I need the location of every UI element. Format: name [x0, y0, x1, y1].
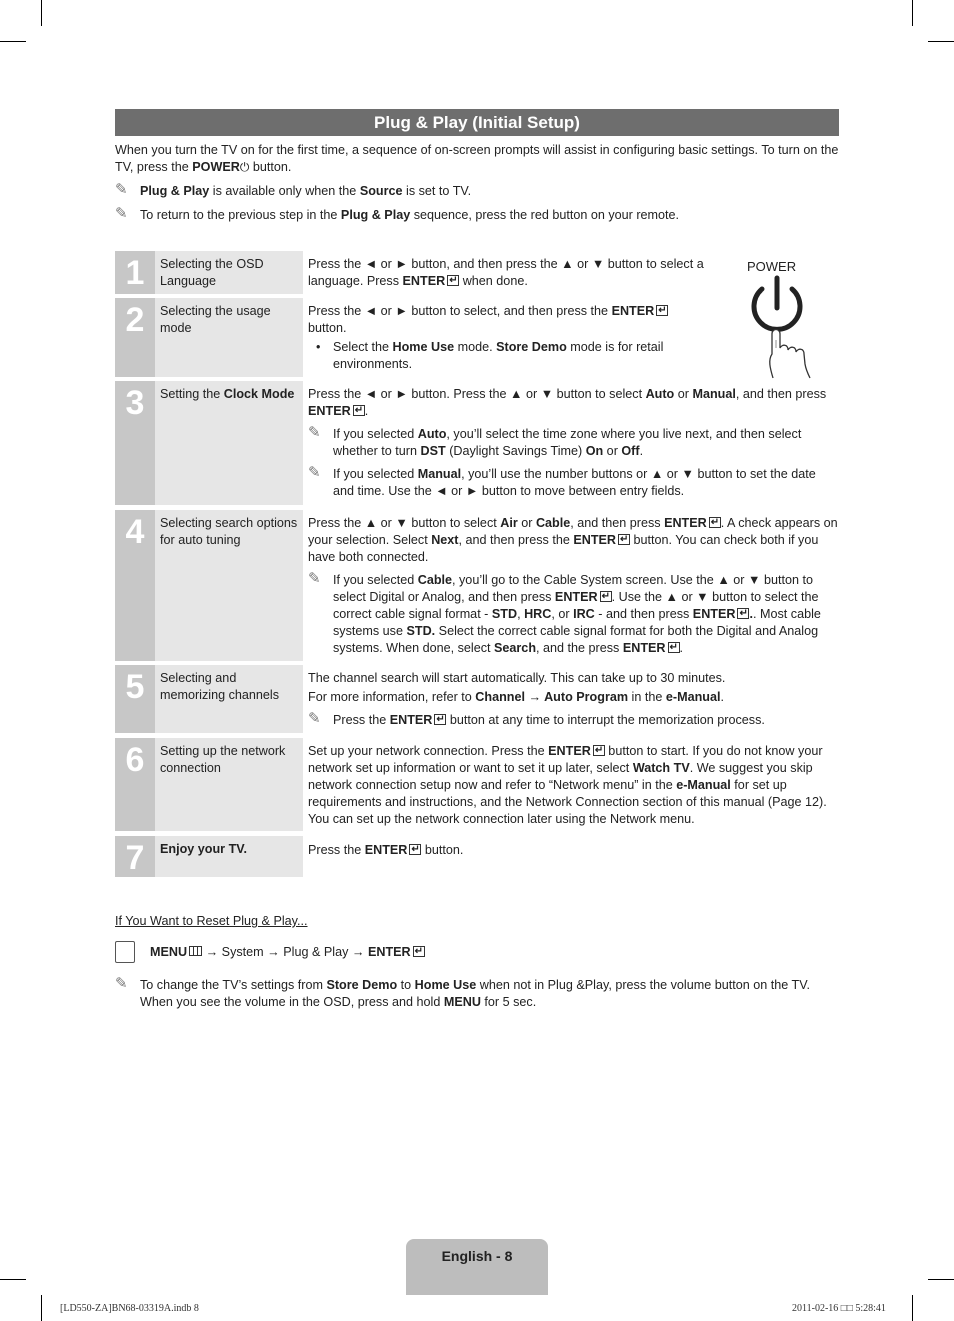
note-previous-step: ✎ To return to the previous step in the Plug & Play sequence, press the red button on your remote.	[115, 205, 680, 222]
step-description: Press the ◄ or ► button. Press the ▲ or ▼ button to select Auto or Manual, and then press ENTER↵ . ✎ If you selected Auto, you’ll select the time zone where you live next, and then select whether to turn DST (Daylight Savings Time) On or Off. ✎ If you selected Manual, you’ll use the number buttons or ▲ or ▼ button to set the date and time. Use the ◄ or ► button to move between entry fields.	[308, 381, 839, 511]
step-description: Set up your network connection. Press the ENTER↵ button to start. If you do not know your network set up information or want to set it up later, select Watch TV. We suggest you skip network connection setup now and refer to “Network menu” in the e-Manual for set up requirements and instructions, and the Network Connection section of this manual (Page 12). You can set up the network connection later using the Network menu.	[308, 738, 839, 833]
step-note: ✎ If you selected Cable, you’ll go to the Cable System screen. Use the ▲ or ▼ button to select Digital or Analog, and then press ENTER↵ . Use the ▲ or ▼ button to select the correct cable signal format - STD, HRC, or IRC - and then press ENTER↵ .. Most cable systems use STD. Select the correct cable signal format for both the Digital and Analog systems. When done, select Search, and the press ENTER↵ .	[308, 572, 839, 657]
step-description: Press the ▲ or ▼ button to select Air or Cable, and then press ENTER↵ . A check appears on your selection. Select Next, and then press the ENTER↵ button. You can check both if you have both connected. ✎ If you selected Cable, you’ll go to the Cable System screen. Use the ▲ or ▼ button to select Digital or Analog, and then press ENTER↵ . Use the ▲ or ▼ button to select the correct cable signal format - STD, HRC, or IRC - and then press ENTER↵ .. Most cable systems use STD. Select the correct cable signal format for both the Digital and Analog systems. When done, select Search, and the press ENTER↵ .	[308, 510, 839, 668]
intro-paragraph: When you turn the TV on for the first time, a sequence of on-screen prompts will assist in configuring basic settings. To turn on the TV, press the POWER⏻ button.	[115, 143, 839, 174]
crop-mark	[912, 0, 913, 26]
reset-heading: If You Want to Reset Plug & Play...	[115, 914, 308, 928]
enter-icon	[434, 714, 446, 725]
pencil-icon: ✎	[115, 975, 128, 992]
power-icon: ⏻	[239, 160, 250, 174]
enter-icon	[737, 608, 749, 619]
pencil-icon: ✎	[308, 464, 321, 481]
crop-mark	[41, 0, 42, 26]
step-label: Selecting the usage mode	[155, 298, 303, 377]
pencil-icon: ✎	[308, 424, 321, 441]
enter-icon	[447, 275, 459, 286]
step-note: ✎ If you selected Auto, you’ll select the time zone where you live next, and then select whether to turn DST (Daylight Savings Time) On or Off.	[308, 424, 802, 458]
step-1	[115, 251, 839, 294]
step-label: Selecting the OSD Language	[155, 251, 303, 294]
enter-icon	[413, 946, 425, 957]
reset-menu-path: MENU → System → Plug & Play → ENTER↵	[115, 944, 425, 961]
crop-mark	[41, 1295, 42, 1321]
step-3	[115, 381, 839, 505]
step-note: ✎ Press the ENTER↵ button at any time to interrupt the memorization process.	[308, 712, 839, 729]
step-5	[115, 665, 839, 733]
reset-note: ✎ To change the TV’s settings from Store Demo to Home Use when not in Plug &Play, press the volume button on the TV. When you see the volume in the OSD, press and hold MENU for 5 sec.	[115, 975, 810, 1009]
step-7	[115, 836, 839, 877]
step-number: 1	[115, 251, 155, 294]
step-description: Press the ◄ or ► button to select, and then press the ENTER↵ button. • Select the Home Use mode. Store Demo mode is for retail environments.	[308, 298, 689, 378]
section-title: Plug & Play (Initial Setup)	[115, 109, 839, 136]
step-4	[115, 510, 839, 661]
power-label: POWER	[192, 160, 240, 174]
bullet-item: • Select the Home Use mode. Store Demo mode is for retail environments.	[308, 339, 689, 373]
step-number: 5	[115, 665, 155, 733]
step-number: 6	[115, 738, 155, 831]
step-description: Press the ENTER↵ button.	[308, 836, 839, 864]
step-number: 4	[115, 510, 155, 661]
step-6	[115, 738, 839, 831]
step-number: 2	[115, 298, 155, 377]
step-label: Setting up the network connection	[155, 738, 303, 831]
pencil-icon: ✎	[115, 205, 128, 222]
pencil-icon: ✎	[308, 710, 321, 727]
enter-icon	[668, 642, 680, 653]
page-number-tab: English - 8	[406, 1239, 548, 1295]
crop-mark	[0, 41, 26, 42]
imprint-date: 2011-02-16 □□ 5:28:41	[792, 1303, 886, 1314]
step-description: The channel search will start automatically. This can take up to 30 minutes. For more information, refer to Channel → Auto Program in the e-Manual. ✎ Press the ENTER↵ button at any time to interrupt the memorization process.	[308, 665, 839, 740]
enter-icon	[656, 305, 668, 316]
enter-icon	[600, 591, 612, 602]
note-source: ✎ Plug & Play is available only when the Source is set to TV.	[115, 181, 472, 198]
step-label: Enjoy your TV.	[155, 836, 303, 877]
crop-mark	[928, 41, 954, 42]
power-button-illustration: POWER	[740, 256, 830, 381]
menu-icon	[189, 946, 202, 956]
enter-icon	[593, 745, 605, 756]
enter-icon	[353, 405, 365, 416]
enter-icon	[618, 534, 630, 545]
o-remote-icon	[115, 941, 135, 963]
step-number: 3	[115, 381, 155, 505]
step-label: Selecting and memorizing channels	[155, 665, 303, 733]
step-description: Press the ◄ or ► button, and then press the ▲ or ▼ button to select a language. Press ENTER↵ when done.	[308, 251, 714, 295]
step-label: Selecting search options for auto tuning	[155, 510, 303, 661]
pencil-icon: ✎	[115, 181, 128, 198]
step-label: Setting the Clock Mode	[155, 381, 303, 505]
pencil-icon: ✎	[308, 570, 321, 587]
enter-icon	[409, 844, 421, 855]
imprint-file: [LD550-ZA]BN68-03319A.indb 8	[60, 1303, 199, 1314]
step-number: 7	[115, 836, 155, 877]
crop-mark	[912, 1295, 913, 1321]
crop-mark	[0, 1279, 26, 1280]
step-2	[115, 298, 839, 377]
step-note: ✎ If you selected Manual, you’ll use the number buttons or ▲ or ▼ button to set the date and time. Use the ◄ or ► button to move between entry fields.	[308, 464, 816, 498]
enter-icon	[709, 517, 721, 528]
crop-mark	[928, 1279, 954, 1280]
